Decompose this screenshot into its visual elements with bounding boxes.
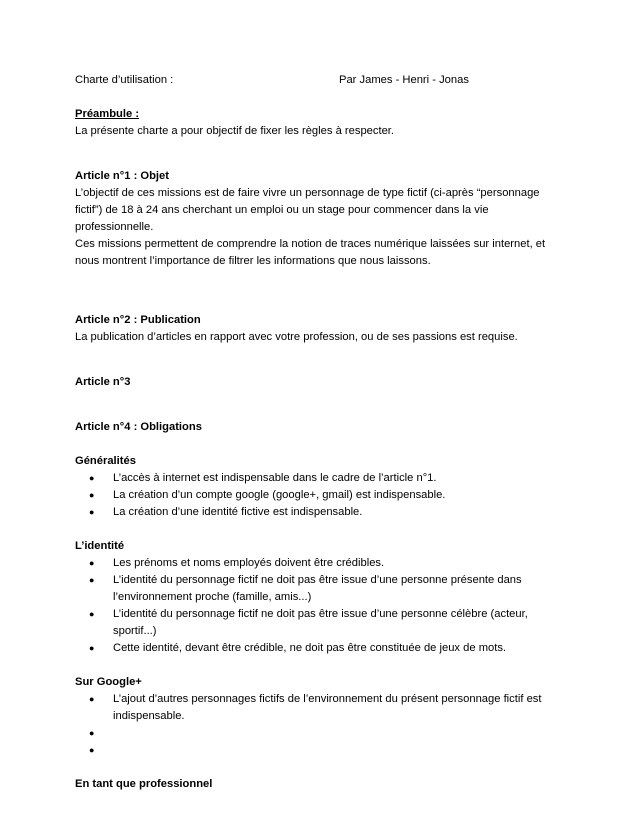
google-list (75, 691, 565, 759)
bullet-icon: ● (89, 609, 95, 619)
bullet-icon: ● (89, 728, 95, 738)
generalites-title: Généralités (75, 455, 136, 467)
list-item: ● L’identité du personnage fictif ne doit pas être issue d’une personne présente dans l’environnement proche (famille, amis...) (89, 574, 522, 603)
list-item: ● L’accès à internet est indispensable dans le cadre de l’article n°1. (75, 470, 565, 487)
list-item (75, 742, 565, 759)
article1-line: Ces missions permettent de comprendre la notion de traces numérique laissées sur internet, et (75, 238, 546, 250)
google-title: Sur Google+ (75, 676, 142, 688)
article1-line: fictif”) de 18 à 24 ans cherchant un emploi ou un stage pour commencer dans la vie (75, 204, 489, 216)
document-content (75, 72, 565, 793)
bullet-icon: ● (89, 558, 95, 568)
header-title: Charte d’utilisation : (75, 74, 174, 86)
article1-line: L’objectif de ces missions est de faire vivre un personnage de type fictif (ci-après “personnage (75, 187, 540, 199)
document-header (75, 72, 565, 89)
identite-list (75, 555, 565, 657)
bullet-icon: ● (89, 507, 95, 517)
list-item (75, 725, 565, 742)
bullet-icon: ● (89, 575, 95, 585)
list-item: ● Cette identité, devant être crédible, ne doit pas être constituée de jeux de mots. (75, 640, 565, 657)
article1-line: professionnelle. (75, 221, 154, 233)
list-item: ● L’identité du personnage fictif ne doit pas être issue d’une personne célèbre (acteur, sportif...) (89, 608, 528, 637)
bullet-icon: ● (89, 490, 95, 500)
identite-title: L’identité (75, 540, 125, 552)
list-item: ● La création d’un compte google (google+, gmail) est indispensable. (75, 487, 565, 504)
preambule-title: Préambule : (75, 108, 140, 120)
article2-title: Article n°2 : Publication (75, 314, 201, 326)
bullet-icon: ● (89, 745, 95, 755)
article2-text: La publication d’articles en rapport avec votre profession, ou de ses passions est requise. (75, 331, 518, 343)
article4-title: Article n°4 : Obligations (75, 421, 202, 433)
article1-line: nous montrent l’importance de filtrer les informations que nous laissons. (75, 255, 431, 267)
professionnel-title: En tant que professionnel (75, 778, 213, 790)
generalites-list (75, 470, 565, 521)
list-item: ● La création d’une identité fictive est indispensable. (75, 504, 565, 521)
preambule-text: La présente charte a pour objectif de fixer les règles à respecter. (75, 125, 395, 137)
bullet-icon: ● (89, 643, 95, 653)
bullet-icon: ● (89, 473, 95, 483)
header-authors: Par James - Henri - Jonas (339, 74, 469, 86)
article1-title: Article n°1 : Objet (75, 170, 169, 182)
list-item: ● Les prénoms et noms employés doivent être crédibles. (75, 555, 565, 572)
article3-title: Article n°3 (75, 376, 131, 388)
bullet-icon: ● (89, 694, 95, 704)
article1-body (75, 185, 565, 270)
list-item: ● L’ajout d’autres personnages fictifs de l’environnement du présent personnage fictif est indispensable. (89, 693, 542, 722)
